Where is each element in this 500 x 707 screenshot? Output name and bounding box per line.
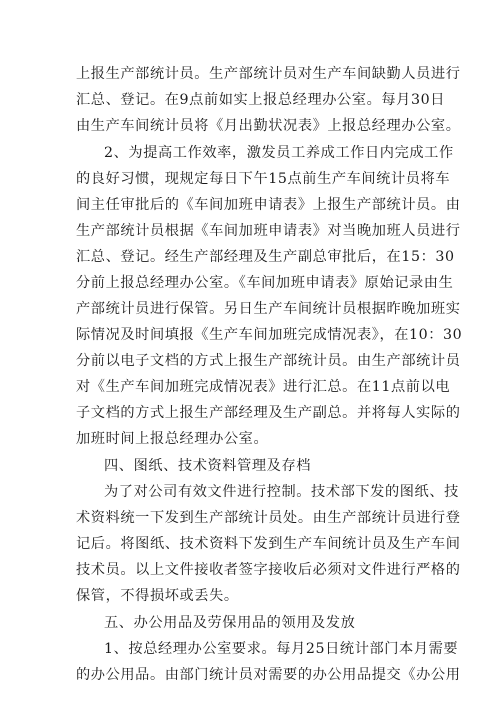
body-text-line: 保管，不得损坏或丢失。 (76, 588, 239, 604)
body-text-line: 生产部统计员根据《车间加班申请表》对当晚加班人员进行 (76, 223, 461, 239)
body-text-line: 对《生产车间加班完成情况表》进行汇总。在11点前以电 (76, 379, 451, 395)
body-text-line: 2、为提高工作效率，激发员工养成工作日内完成工作 (104, 145, 454, 161)
body-text-line: 汇总、登记。经生产部经理及生产副总审批后，在15：30 (76, 249, 455, 265)
body-text-line: 为了对公司有效文件进行控制。技术部下发的图纸、技 (104, 484, 459, 500)
body-text-line: 分前以电子文档的方式上报生产部统计员。由生产部统计员 (76, 353, 461, 369)
body-text-line: 1、按总经理办公室要求。每月25日统计部门本月需要 (104, 641, 459, 657)
body-text-line: 记后。将图纸、技术资料下发到生产车间统计员及生产车间 (76, 536, 461, 552)
body-text-line: 间主任审批后的《车间加班申请表》上报生产部统计员。由 (76, 197, 461, 213)
section-heading: 五、办公用品及劳保用品的领用及发放 (104, 615, 356, 631)
body-text-line: 技术员。以上文件接收者签字接收后必须对文件进行严格的 (76, 562, 461, 578)
body-text-line: 际情况及时间填报《生产车间加班完成情况表》，在10：30 (76, 327, 463, 343)
body-text-line: 产部统计员进行保管。另日生产车间统计员根据昨晚加班实 (76, 301, 461, 317)
body-text-line: 加班时间上报总经理办公室。 (76, 431, 269, 447)
body-text-line: 子文档的方式上报生产部经理及生产副总。并将每人实际的 (76, 405, 461, 421)
section-heading: 四、图纸、技术资料管理及存档 (104, 458, 312, 474)
body-text-line: 汇总、登记。在9点前如实上报总经理办公室。每月30日 (76, 92, 445, 108)
body-text-line: 的良好习惯，现规定每日下午15点前生产车间统计员将车 (76, 171, 451, 187)
body-text-line: 分前上报总经理办公室。《车间加班申请表》原始记录由生 (76, 275, 454, 291)
body-text-line: 由生产车间统计员将《月出勤状况表》上报总经理办公室。 (76, 118, 461, 134)
body-text-line: 上报生产部统计员。生产部统计员对生产车间缺勤人员进行 (76, 66, 461, 82)
body-text-line: 术资料统一下发到生产部统计员处。由生产部统计员进行登 (76, 510, 461, 526)
body-text-line: 的办公用品。由部门统计员对需要的办公用品提交《办公用 (76, 667, 461, 683)
